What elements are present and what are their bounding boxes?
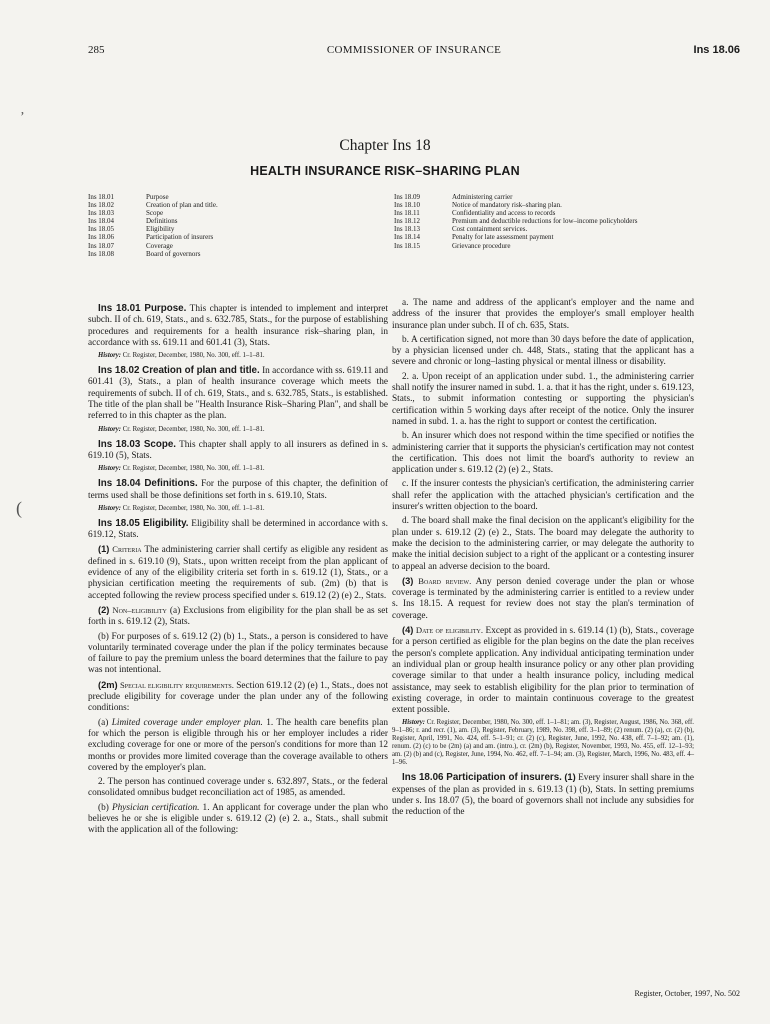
subsection-title: Special eligibility requirements. [119,679,234,690]
paragraph-2b: (b) For purposes of s. 619.12 (2) (b) 1., Stats., a person is considered to have voluntarily terminated coverage under the plan if the policy terminates because of failure to pay the premium unless the board determines that the failure to pay was not intentional. [88,631,388,676]
subsection-text: The administering carrier shall certify as eligible any resident as defined in s. 619.10 (9), Stats., upon written receipt from the plan applicant of evidence of any of the eligibility criteria set forth in s. 619.12 (1), Stats., or a physician certification meeting the requirements of sub. (2m) (b) that is accepted following the review process specified under s. 619.12 (2) (e) 2., Stats. [88,545,389,601]
toc-title: Premium and deductible reductions for low–income policyholders [452,217,638,226]
section-text: Every insurer shall share in the expenses of the plan as provided in s. 619.13 (1) (b), Stats. In setting premiums under s. Ins 18.07 (5), the board of governors shall not include any subsidies for the reduction of the [392,773,694,818]
subsection-number: (1) [564,772,576,783]
toc-row [394,193,637,201]
subsection-number: (2) [98,604,110,615]
history-text: Cr. Register, December, 1980, No. 300, eff. 1–1–81. [122,352,265,360]
toc-number: Ins 18.11 [394,209,420,218]
toc-title: Definitions [146,217,178,226]
section-text: This chapter shall apply to all insurers as defined in s. 619.10 (5), Stats. [88,439,389,461]
subdivision-2b: b. An insurer which does not respond within the time specified or notifies the administering carrier that it supports the physician's certification may not contest the certification. This does not limit the board's authority to review an application under s. 619.12 (2) (e) 2., Stats. [392,431,694,476]
toc-right [394,193,637,250]
subsection-title: Non–eligibility [112,604,167,615]
plan-title: HEALTH INSURANCE RISK–SHARING PLAN [250,164,520,178]
section-heading: Ins 18.06 Participation of insurers. [402,772,562,784]
toc-row [88,193,218,201]
toc-title: Grievance procedure [452,241,511,250]
history-note [88,352,388,360]
toc-row [88,201,218,209]
toc-row [394,217,637,225]
toc-title: Administering carrier [452,193,513,201]
toc-row [394,225,637,233]
toc-row [88,225,218,233]
toc-number: Ins 18.01 [88,193,115,201]
subsection-text: Any person denied coverage under the plan or whose coverage is terminated by the administering carrier is entitled to a review under s. Ins 18.15. A request for review does not stay the plan's termination of coverage. [392,576,694,621]
subsection-title: Criteria [112,544,142,555]
toc-title: Participation of insurers [146,233,214,242]
toc-number: Ins 18.15 [394,241,421,250]
section-heading: Ins 18.02 Creation of plan and title. [98,365,260,377]
toc-row [394,233,637,241]
section-18-05 [88,518,388,542]
history-label: History: [402,719,426,727]
paragraph-2m-b [88,803,388,837]
history-label: History: [98,352,122,360]
toc-title: Scope [146,209,164,218]
toc-number: Ins 18.06 [88,233,115,242]
subdivision-2c: c. If the insurer contests the physician's certification, the administering carrier shall refer the application with the attached physician's certification and the insurer's written objection to the board. [392,479,694,513]
history-label: History: [98,465,122,473]
toc-number: Ins 18.10 [394,201,421,210]
page-footer: Register, October, 1997, No. 502 [634,989,740,998]
paragraph-2m-a [88,718,388,774]
toc-left [88,193,218,258]
history-note [88,505,388,513]
toc-number: Ins 18.04 [88,217,115,226]
toc-number: Ins 18.05 [88,225,115,234]
toc-row [394,201,637,209]
toc-number: Ins 18.12 [394,217,421,226]
subsection-number: (2m) [98,679,118,690]
section-18-03 [88,439,388,463]
history-text: Cr. Register, December, 1980, No. 300, eff. 1–1–81. [122,465,265,473]
subsection-number: (3) [402,575,414,586]
section-18-04 [88,478,388,502]
paragraph-2m-a-2: 2. The person has continued coverage under s. 632.897, Stats., or the federal consolidated omnibus budget reconciliation act of 1985, as amended. [88,777,388,799]
right-column [392,298,694,822]
section-heading: Ins 18.05 Eligibility. [98,517,189,529]
history-note [88,426,388,434]
running-title: COMMISSIONER OF INSURANCE [326,44,502,56]
section-18-01 [88,303,388,349]
toc-number: Ins 18.14 [394,233,421,242]
toc-row [88,217,218,225]
history-text: Cr. Register, December, 1980, No. 300, eff. 1–1–81; am. (3), Register, August, 1986, No. 368, eff. 9–1–86; r. and recr. (1), am. (3), Register, February, 1989, No. 398, eff. 3–1–89; (2) renum. (2) (a), cr. (2) (b), Register, April, 1991, No. 424, eff. 5–1–91; cr. (2) (c), Register, June, 1992, No. 438, eff. 7–1–92; am. (1), renum. (2) (c) to be (2m) (a) and am. (intro.), cr. (2m) (b), Register, November, 1993, No. 455, eff. 12–1–93; am. (2) (b) and (c), Register, June, 1994, No. 462, eff. 7–1–94; am. (3), Register, March, 1996, No. 483, eff. 4–1–96. [392,719,694,767]
toc-row [88,233,218,241]
paragraph-text: 1. An applicant for coverage under the plan who believes he or she is eligible under s. 619.12 (2) (e) 2. a., Stats., shall submit with the application all of the following: [88,802,389,836]
subsection-4 [392,625,694,716]
history-text: Cr. Register, December, 1980, No. 300, eff. 1–1–81. [122,425,265,433]
paragraph-title: Limited coverage under employer plan. [111,717,263,728]
toc-number: Ins 18.02 [88,201,115,210]
toc-title: Purpose [146,193,169,201]
toc-title: Notice of mandatory risk–sharing plan. [452,201,562,210]
section-text: Eligibility shall be determined in accordance with s. 619.12, Stats. [88,518,388,541]
subsection-text: Section 619.12 (2) (e) 1., Stats., does not preclude eligibility for coverage under the plan under any of the following conditions: [88,680,389,714]
section-text: This chapter is intended to implement and interpret subch. II of ch. 619, Stats., and s. 632.785, Stats., for the purpose of establishing procedures and requirements for a health insurance risk–sharing plan, in accordance with ss. 619.11 and 601.41 (3), Stats. [88,304,388,348]
section-text: In accordance with ss. 619.11 and 601.41 (3), Stats., a plan of health insurance coverage which meets the requirements of subch. II of ch. 619, Stats., and s. 632.785, Stats., is established. The title of the plan shall be "Health Insurance Risk–Sharing Plan", and shall be referred to in this chapter as the plan. [88,366,389,422]
paragraph-label: (a) [98,717,109,728]
toc-title: Coverage [146,241,173,250]
subsection-number: (4) [402,625,414,636]
toc-row [394,242,637,250]
toc-row [88,250,218,258]
section-18-06 [392,772,694,818]
left-column [88,298,388,840]
history-note [88,465,388,473]
toc-number: Ins 18.13 [394,225,421,234]
subsection-1 [88,544,388,601]
running-header [88,44,740,60]
header-section: Ins 18.06 [693,44,740,56]
subdivision-2d: d. The board shall make the final decision on the applicant's eligibility for the plan under s. 619.12 (2) (e) 2., Stats. The board may delegate the authority to make the decision to the administering carrier, or may delegate the authority to make the initial decision subject to a right of the applicant or a contesting insurer to appeal an adverse decision to the board. [392,516,694,572]
toc-title: Board of governors [146,249,201,258]
subsection-3 [392,576,694,622]
toc-title: Eligibility [146,225,175,234]
subsection-text: Except as provided in s. 619.14 (1) (b), Stats., coverage for a person certified as eligible for the plan begins on the date the plan receives the person's complete application. Any individual anticipating termination under an individual plan or group health insurance policy or any other plan providing coverage similar to that under a health insurance policy, including medical assistance, may seek to establish eligibility for the plan prior to termination of existing coverage, in order to maintain continuous coverage to the greatest extent possible. [392,626,695,716]
subsection-number: (1) [98,544,110,555]
toc-title: Penalty for late assessment payment [452,233,554,242]
toc-row [88,209,218,217]
section-heading: Ins 18.03 Scope. [98,438,177,450]
margin-mark: ’ [20,110,25,125]
toc-number: Ins 18.03 [88,209,115,218]
toc-number: Ins 18.07 [88,241,115,250]
subsection-title: Date of eligibility. [415,625,483,636]
paragraph-label: (b) [98,802,109,813]
section-18-02 [88,365,388,422]
history-text: Cr. Register, December, 1980, No. 300, eff. 1–1–81. [122,504,265,512]
paragraph-text: 1. The health care benefits plan for which the person is eligible through his or her employer includes a rider excluding coverage for one or more of the person's conditions for more than 12 months or provides more limited coverage than the coverage available to others covered by the employer's plan. [88,717,389,773]
subdivision-2a: 2. a. Upon receipt of an application under subd. 1., the administering carrier shall notify the insurer named in subd. 1. a. that it has the right, under s. 619.123, Stats., to submit information contesting or supporting the physician's certification within 5 working days after receipt of the notice. Only the insurer named in subd. 1. a. has the right to support or contest the certification. [392,371,694,427]
toc-title: Confidentiality and access to records [452,209,556,218]
paragraph-title: Physician certification. [111,802,200,813]
subsection-2m [88,680,388,715]
history-label: History: [98,425,122,433]
toc-number: Ins 18.09 [394,193,421,201]
subparagraph-a: a. The name and address of the applicant's employer and the name and address of the insurer that provides the employer's small employer health insurance plan under subch. II of ch. 635, Stats. [392,298,694,331]
toc-row [394,209,637,217]
toc-number: Ins 18.08 [88,249,115,258]
section-text: For the purpose of this chapter, the definition of terms used shall be those definitions set forth in s. 619.10, Stats. [88,479,388,501]
subsection-text: (a) Exclusions from eligibility for the plan shall be as set forth in s. 619.12 (2), Stats. [88,605,388,628]
toc-title: Cost containment services. [452,225,528,234]
history-label: History: [98,504,122,512]
subsection-title: Board review. [418,575,472,586]
section-heading: Ins 18.01 Purpose. [98,303,187,314]
margin-mark: ( [16,498,22,518]
page-number: 285 [88,44,105,56]
subparagraph-b: b. A certification signed, not more than 30 days before the date of application, by a physician licensed under ch. 448, Stats., stating that the applicant has a severe and chronic or long–lasting physical or mental illness or disability. [392,334,694,368]
section-heading: Ins 18.04 Definitions. [98,478,198,490]
toc-title: Creation of plan and title. [146,201,218,210]
history-note [392,719,694,767]
chapter-title: Chapter Ins 18 [339,137,431,154]
toc-row [88,242,218,250]
subsection-2 [88,605,388,629]
